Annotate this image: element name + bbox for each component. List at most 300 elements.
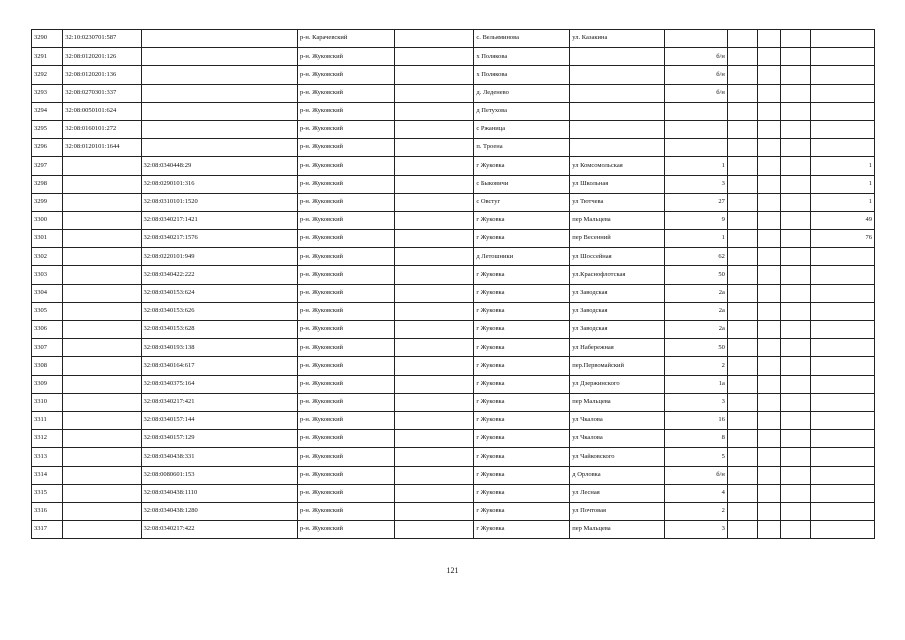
cell-row-number: 3301 <box>32 230 63 248</box>
cell-extra-2 <box>758 339 781 357</box>
cell-extra-2 <box>758 248 781 266</box>
cell-row-number: 3302 <box>32 248 63 266</box>
table-row <box>32 157 875 175</box>
table-row <box>32 266 875 284</box>
cell-row-number: 3315 <box>32 484 63 502</box>
cell-locality: г Жуковка <box>474 284 570 302</box>
cell-district: р-н. Жуковский <box>298 302 395 320</box>
cell-cadastral-number-a <box>63 248 141 266</box>
cell-extra-3 <box>781 321 811 339</box>
cell-apartment: 1 <box>811 157 875 175</box>
cell-extra-2 <box>758 157 781 175</box>
cell-extra-1 <box>727 284 757 302</box>
register-table <box>31 29 875 539</box>
cell-district: р-н. Жуковский <box>298 120 395 138</box>
table-row <box>32 48 875 66</box>
cell-extra-3 <box>781 211 811 229</box>
cell-extra-2 <box>758 375 781 393</box>
cell-extra-2 <box>758 193 781 211</box>
cell-row-number: 3309 <box>32 375 63 393</box>
cell-cadastral-number-b: 32:08:0340153:628 <box>141 321 297 339</box>
cell-locality-extra <box>395 102 474 120</box>
cell-cadastral-number-a: 32:08:0120201:126 <box>63 48 141 66</box>
cell-extra-1 <box>727 48 757 66</box>
cell-row-number: 3300 <box>32 211 63 229</box>
table-row <box>32 30 875 48</box>
cell-row-number: 3293 <box>32 84 63 102</box>
table-row <box>32 321 875 339</box>
cell-row-number: 3297 <box>32 157 63 175</box>
cell-extra-3 <box>781 375 811 393</box>
cell-locality-extra <box>395 120 474 138</box>
cell-house-number: 3 <box>665 521 728 539</box>
cell-locality-extra <box>395 521 474 539</box>
cell-cadastral-number-a <box>63 521 141 539</box>
table-row <box>32 411 875 429</box>
cell-house-number: 9 <box>665 211 728 229</box>
cell-street: пер Весенний <box>570 230 665 248</box>
cell-extra-2 <box>758 266 781 284</box>
cell-cadastral-number-a: 32:08:0160101:272 <box>63 120 141 138</box>
cell-cadastral-number-a <box>63 375 141 393</box>
table-row <box>32 466 875 484</box>
cell-street <box>570 66 665 84</box>
cell-cadastral-number-b <box>141 120 297 138</box>
cell-extra-2 <box>758 502 781 520</box>
cell-extra-2 <box>758 448 781 466</box>
cell-extra-3 <box>781 430 811 448</box>
cell-row-number: 3291 <box>32 48 63 66</box>
cell-street: ул Комсомольская <box>570 157 665 175</box>
cell-extra-2 <box>758 321 781 339</box>
cell-row-number: 3311 <box>32 411 63 429</box>
cell-locality-extra <box>395 393 474 411</box>
cell-cadastral-number-b <box>141 48 297 66</box>
cell-locality: х Полякова <box>474 48 570 66</box>
cell-house-number: 2а <box>665 321 728 339</box>
cell-cadastral-number-b: 32:08:0340153:626 <box>141 302 297 320</box>
cell-apartment <box>811 375 875 393</box>
cell-cadastral-number-a <box>63 502 141 520</box>
cell-extra-1 <box>727 157 757 175</box>
cell-extra-1 <box>727 321 757 339</box>
cell-apartment <box>811 339 875 357</box>
cell-extra-3 <box>781 484 811 502</box>
cell-extra-1 <box>727 211 757 229</box>
cell-locality-extra <box>395 357 474 375</box>
cell-row-number: 3296 <box>32 139 63 157</box>
cell-cadastral-number-b: 32:08:0340438:1110 <box>141 484 297 502</box>
cell-row-number: 3310 <box>32 393 63 411</box>
cell-cadastral-number-b: 32:08:0340153:624 <box>141 284 297 302</box>
cell-cadastral-number-b: 32:08:0340193:138 <box>141 339 297 357</box>
cell-apartment <box>811 484 875 502</box>
cell-cadastral-number-a: 32:10:0230701:587 <box>63 30 141 48</box>
cell-house-number: 3 <box>665 393 728 411</box>
cell-apartment <box>811 430 875 448</box>
cell-extra-1 <box>727 193 757 211</box>
cell-extra-1 <box>727 120 757 138</box>
cell-cadastral-number-b <box>141 30 297 48</box>
cell-cadastral-number-a: 32:08:0120201:136 <box>63 66 141 84</box>
cell-locality: с Овстуг <box>474 193 570 211</box>
cell-extra-1 <box>727 266 757 284</box>
cell-street: ул Школьная <box>570 175 665 193</box>
cell-extra-2 <box>758 484 781 502</box>
cell-cadastral-number-a: 32:08:0270301:337 <box>63 84 141 102</box>
cell-district: р-н. Жуковский <box>298 339 395 357</box>
cell-extra-1 <box>727 411 757 429</box>
cell-extra-2 <box>758 284 781 302</box>
cell-locality: г Жуковка <box>474 466 570 484</box>
cell-locality: х Полякова <box>474 66 570 84</box>
cell-extra-1 <box>727 466 757 484</box>
cell-district: р-н. Жуковский <box>298 284 395 302</box>
table-row <box>32 448 875 466</box>
cell-street: ул Почтовая <box>570 502 665 520</box>
cell-extra-1 <box>727 302 757 320</box>
cell-locality-extra <box>395 375 474 393</box>
cell-street <box>570 139 665 157</box>
cell-locality-extra <box>395 211 474 229</box>
cell-row-number: 3308 <box>32 357 63 375</box>
cell-apartment <box>811 48 875 66</box>
cell-extra-1 <box>727 375 757 393</box>
cell-house-number: 2а <box>665 284 728 302</box>
table-row <box>32 484 875 502</box>
cell-locality-extra <box>395 448 474 466</box>
cell-locality-extra <box>395 302 474 320</box>
table-row <box>32 120 875 138</box>
table-row <box>32 66 875 84</box>
cell-apartment <box>811 502 875 520</box>
cell-street: пер Мальцева <box>570 211 665 229</box>
cell-row-number: 3305 <box>32 302 63 320</box>
table-row <box>32 211 875 229</box>
cell-extra-1 <box>727 230 757 248</box>
table-row <box>32 230 875 248</box>
cell-cadastral-number-a: 32:08:0050101:624 <box>63 102 141 120</box>
cell-apartment <box>811 302 875 320</box>
cell-district: р-н. Жуковский <box>298 484 395 502</box>
cell-locality: г Жуковка <box>474 230 570 248</box>
cell-cadastral-number-b: 32:08:0340157:144 <box>141 411 297 429</box>
cell-house-number: 1 <box>665 230 728 248</box>
table-row <box>32 284 875 302</box>
cell-locality: г Жуковка <box>474 339 570 357</box>
cell-cadastral-number-a: 32:08:0120101:1644 <box>63 139 141 157</box>
cell-house-number <box>665 102 728 120</box>
cell-district: р-н. Жуковский <box>298 84 395 102</box>
cell-cadastral-number-a <box>63 393 141 411</box>
cell-cadastral-number-b: 32:08:0080601:153 <box>141 466 297 484</box>
cell-house-number: 2а <box>665 302 728 320</box>
cell-apartment <box>811 266 875 284</box>
cell-locality: с Ржаница <box>474 120 570 138</box>
cell-apartment <box>811 521 875 539</box>
cell-street: ул Лесная <box>570 484 665 502</box>
cell-locality-extra <box>395 284 474 302</box>
cell-apartment <box>811 448 875 466</box>
cell-cadastral-number-b: 32:08:0340448:29 <box>141 157 297 175</box>
cell-cadastral-number-b: 32:08:0340422:222 <box>141 266 297 284</box>
cell-row-number: 3314 <box>32 466 63 484</box>
cell-apartment <box>811 466 875 484</box>
cell-apartment <box>811 120 875 138</box>
cell-extra-3 <box>781 248 811 266</box>
cell-locality-extra <box>395 502 474 520</box>
cell-locality-extra <box>395 66 474 84</box>
cell-extra-1 <box>727 30 757 48</box>
cell-locality: г Жуковка <box>474 375 570 393</box>
cell-locality: г Жуковка <box>474 430 570 448</box>
cell-extra-3 <box>781 48 811 66</box>
cell-district: р-н. Жуковский <box>298 393 395 411</box>
cell-extra-1 <box>727 502 757 520</box>
cell-district: р-н. Жуковский <box>298 321 395 339</box>
cell-street: ул Заводская <box>570 302 665 320</box>
cell-extra-3 <box>781 521 811 539</box>
cell-locality: г Жуковка <box>474 411 570 429</box>
cell-house-number: 1 <box>665 157 728 175</box>
cell-extra-2 <box>758 302 781 320</box>
cell-district: р-н. Жуковский <box>298 375 395 393</box>
cell-street <box>570 48 665 66</box>
cell-cadastral-number-b: 32:08:0340157:129 <box>141 430 297 448</box>
cell-extra-3 <box>781 266 811 284</box>
cell-cadastral-number-b: 32:08:0310101:1520 <box>141 193 297 211</box>
cell-locality: г Жуковка <box>474 484 570 502</box>
table-row <box>32 339 875 357</box>
cell-apartment: 76 <box>811 230 875 248</box>
cell-apartment <box>811 102 875 120</box>
cell-extra-1 <box>727 484 757 502</box>
cell-cadastral-number-b: 32:08:0340217:1576 <box>141 230 297 248</box>
cell-district: р-н. Жуковский <box>298 230 395 248</box>
cell-district: р-н. Жуковский <box>298 157 395 175</box>
cell-cadastral-number-b: 32:08:0340217:422 <box>141 521 297 539</box>
cell-extra-3 <box>781 466 811 484</box>
cell-extra-3 <box>781 230 811 248</box>
cell-locality-extra <box>395 193 474 211</box>
cell-row-number: 3307 <box>32 339 63 357</box>
cell-locality-extra <box>395 230 474 248</box>
cell-locality: г Жуковка <box>474 302 570 320</box>
cell-extra-3 <box>781 30 811 48</box>
cell-house-number <box>665 120 728 138</box>
cell-locality: д Летошники <box>474 248 570 266</box>
cell-district: р-н. Жуковский <box>298 102 395 120</box>
cell-district: р-н. Жуковский <box>298 211 395 229</box>
cell-apartment: 1 <box>811 193 875 211</box>
cell-extra-2 <box>758 411 781 429</box>
cell-cadastral-number-b: 32:08:0340438:331 <box>141 448 297 466</box>
table-row <box>32 248 875 266</box>
cell-locality-extra <box>395 84 474 102</box>
cell-house-number: б/н <box>665 48 728 66</box>
cell-extra-1 <box>727 102 757 120</box>
cell-extra-1 <box>727 66 757 84</box>
cell-street: ул Тютчева <box>570 193 665 211</box>
cell-locality-extra <box>395 466 474 484</box>
cell-extra-3 <box>781 339 811 357</box>
cell-extra-3 <box>781 284 811 302</box>
cell-house-number: 27 <box>665 193 728 211</box>
cell-extra-3 <box>781 157 811 175</box>
cell-extra-2 <box>758 175 781 193</box>
cell-extra-3 <box>781 84 811 102</box>
cell-cadastral-number-b: 32:08:0340375:164 <box>141 375 297 393</box>
cell-street: ул Шоссейная <box>570 248 665 266</box>
cell-street: ул Заводская <box>570 321 665 339</box>
cell-apartment <box>811 66 875 84</box>
cell-row-number: 3303 <box>32 266 63 284</box>
cell-district: р-н. Жуковский <box>298 502 395 520</box>
cell-street: ул Набережная <box>570 339 665 357</box>
cell-house-number: 62 <box>665 248 728 266</box>
cell-extra-3 <box>781 393 811 411</box>
cell-locality: с Быковичи <box>474 175 570 193</box>
cell-locality-extra <box>395 430 474 448</box>
cell-extra-3 <box>781 448 811 466</box>
cell-row-number: 3316 <box>32 502 63 520</box>
cell-extra-2 <box>758 357 781 375</box>
cell-apartment <box>811 393 875 411</box>
cell-extra-3 <box>781 120 811 138</box>
cell-district: р-н. Жуковский <box>298 411 395 429</box>
cell-cadastral-number-b <box>141 139 297 157</box>
cell-locality: г Жуковка <box>474 357 570 375</box>
table-row <box>32 521 875 539</box>
cell-apartment: 49 <box>811 211 875 229</box>
cell-street: д Орловка <box>570 466 665 484</box>
table-row <box>32 175 875 193</box>
cell-cadastral-number-a <box>63 430 141 448</box>
cell-locality-extra <box>395 266 474 284</box>
cell-cadastral-number-a <box>63 266 141 284</box>
cell-apartment <box>811 321 875 339</box>
cell-cadastral-number-b: 32:08:0340164:617 <box>141 357 297 375</box>
cell-street: пер.Первомайский <box>570 357 665 375</box>
cell-apartment <box>811 30 875 48</box>
cell-street <box>570 120 665 138</box>
cell-cadastral-number-a <box>63 193 141 211</box>
cell-cadastral-number-a <box>63 321 141 339</box>
cell-extra-2 <box>758 102 781 120</box>
cell-extra-1 <box>727 521 757 539</box>
table-row <box>32 139 875 157</box>
cell-cadastral-number-a <box>63 339 141 357</box>
cell-extra-2 <box>758 66 781 84</box>
cell-locality: г Жуковка <box>474 266 570 284</box>
cell-locality: д Петухова <box>474 102 570 120</box>
cell-extra-3 <box>781 102 811 120</box>
cell-apartment <box>811 139 875 157</box>
cell-house-number: б/н <box>665 66 728 84</box>
cell-house-number: 16 <box>665 411 728 429</box>
cell-locality-extra <box>395 484 474 502</box>
cell-apartment <box>811 284 875 302</box>
cell-house-number <box>665 139 728 157</box>
cell-apartment <box>811 248 875 266</box>
cell-locality-extra <box>395 157 474 175</box>
cell-locality: д. Леденево <box>474 84 570 102</box>
cell-house-number: 50 <box>665 266 728 284</box>
cell-house-number: 8 <box>665 430 728 448</box>
page-number: 121 <box>446 566 459 575</box>
register-table-body <box>32 30 875 539</box>
cell-cadastral-number-b <box>141 84 297 102</box>
cell-district: р-н. Жуковский <box>298 66 395 84</box>
cell-house-number: 2 <box>665 357 728 375</box>
cell-extra-3 <box>781 193 811 211</box>
cell-house-number: 4 <box>665 484 728 502</box>
cell-locality-extra <box>395 175 474 193</box>
cell-extra-3 <box>781 357 811 375</box>
cell-house-number: б/н <box>665 84 728 102</box>
cell-locality: г Жуковка <box>474 211 570 229</box>
cell-locality: г Жуковка <box>474 448 570 466</box>
table-row <box>32 430 875 448</box>
cell-extra-2 <box>758 393 781 411</box>
cell-district: р-н. Жуковский <box>298 48 395 66</box>
cell-street <box>570 84 665 102</box>
cell-district: р-н. Жуковский <box>298 448 395 466</box>
cell-cadastral-number-a <box>63 411 141 429</box>
cell-extra-3 <box>781 411 811 429</box>
cell-extra-1 <box>727 339 757 357</box>
cell-house-number: б/н <box>665 466 728 484</box>
cell-row-number: 3295 <box>32 120 63 138</box>
cell-apartment <box>811 84 875 102</box>
cell-cadastral-number-a <box>63 466 141 484</box>
cell-row-number: 3294 <box>32 102 63 120</box>
cell-locality-extra <box>395 321 474 339</box>
cell-row-number: 3292 <box>32 66 63 84</box>
cell-extra-2 <box>758 139 781 157</box>
cell-street: пер Мальцева <box>570 521 665 539</box>
cell-cadastral-number-a <box>63 157 141 175</box>
cell-extra-1 <box>727 393 757 411</box>
cell-cadastral-number-b: 32:08:0340217:1421 <box>141 211 297 229</box>
table-row <box>32 502 875 520</box>
cell-row-number: 3313 <box>32 448 63 466</box>
cell-locality: г Жуковка <box>474 521 570 539</box>
cell-locality: г Жуковка <box>474 502 570 520</box>
cell-district: р-н. Карачевский <box>298 30 395 48</box>
cell-street: ул. Казакина <box>570 30 665 48</box>
cell-street: ул Дзержинского <box>570 375 665 393</box>
table-row <box>32 302 875 320</box>
cell-row-number: 3306 <box>32 321 63 339</box>
cell-street: ул Чкалова <box>570 430 665 448</box>
cell-extra-1 <box>727 430 757 448</box>
cell-locality-extra <box>395 248 474 266</box>
cell-locality: г Жуковка <box>474 157 570 175</box>
cell-row-number: 3299 <box>32 193 63 211</box>
table-row <box>32 393 875 411</box>
cell-extra-2 <box>758 120 781 138</box>
cell-extra-3 <box>781 175 811 193</box>
cell-house-number: 1а <box>665 375 728 393</box>
cell-row-number: 3304 <box>32 284 63 302</box>
cell-row-number: 3312 <box>32 430 63 448</box>
cell-extra-2 <box>758 230 781 248</box>
cell-extra-1 <box>727 175 757 193</box>
cell-extra-2 <box>758 466 781 484</box>
cell-row-number: 3290 <box>32 30 63 48</box>
cell-extra-2 <box>758 30 781 48</box>
